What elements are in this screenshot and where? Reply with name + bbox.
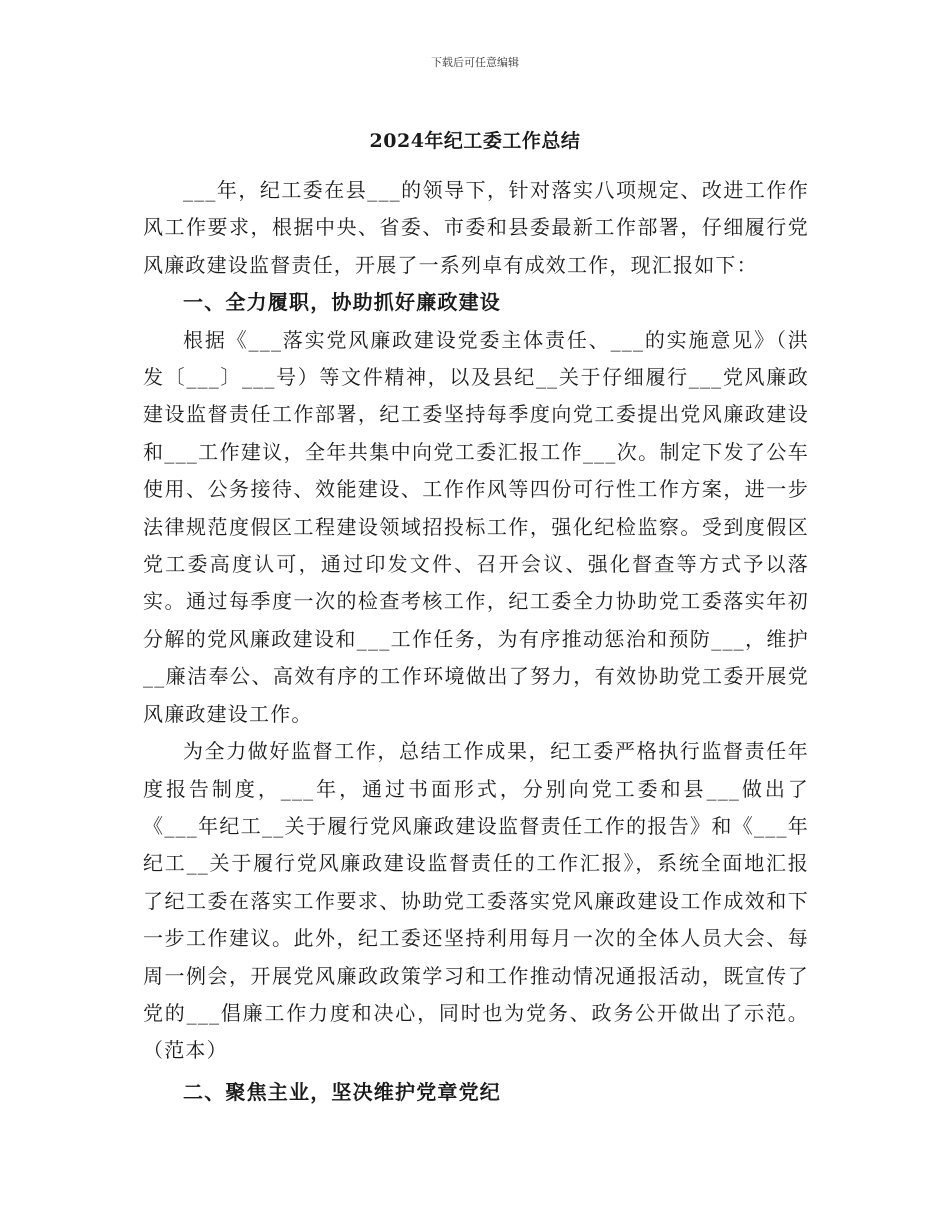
section-1-paragraph-1: 根据《___落实党风廉政建设党委主体责任、___的实施意见》（洪发〔___〕___号）等文件精神，以及县纪__关于仔细履行___党风廉政建设监督责任工作部署，纪工委坚持每季度向党工委提出党风廉政建设和___工作建议，全年共集中向党工委汇报工作___次。制定下发了公车使用、公务接待、效能建设、工作作风等四份可行性工作方案，进一步法律规范度假区工程建设领域招投标工作，强化纪检监察。受到度假区党工委高度认可，通过印发文件、召开会议、强化督查等方式予以落实。通过每季度一次的检查考核工作，纪工委全力协助党工委落实年初分解的党风廉政建设和___工作任务，为有序推动惩治和预防___，维护__廉洁奉公、高效有序的工作环境做出了努力，有效协助党工委开展党风廉政建设工作。 [143,327,809,726]
document-body [143,172,809,1111]
document-title: 2024年纪工委工作总结 [369,130,581,152]
section-1-heading: 一、全力履职，协助抓好廉政建设 [183,290,501,315]
intro-paragraph: ___年，纪工委在县___的领导下，针对落实八项规定、改进工作作风工作要求，根据中央、省委、市委和县委最新工作部署，仔细履行党风廉政建设监督责任，开展了一系列卓有成效工作，现汇报如下： [143,178,809,277]
section-1-paragraph-2: 为全力做好监督工作，总结工作成果，纪工委严格执行监督责任年度报告制度，___年，通过书面形式，分别向党工委和县___做出了《___年纪工__关于履行党风廉政建设监督责任工作的报告》和《___年纪工__关于履行党风廉政建设监督责任的工作汇报》，系统全面地汇报了纪工委在落实工作要求、协助党工委落实党风廉政建设工作成效和下一步工作建议。此外，纪工委还坚持利用每月一次的全体人员大会、每周一例会，开展党风廉政政策学习和工作推动情况通报活动，既宣传了党的___倡廉工作力度和决心，同时也为党务、政务公开做出了示范。（范本） [143,739,809,1063]
section-2-heading: 二、聚焦主业，坚决维护党章党纪 [183,1079,501,1104]
header-note: 下载后可任意编辑 [431,56,519,69]
